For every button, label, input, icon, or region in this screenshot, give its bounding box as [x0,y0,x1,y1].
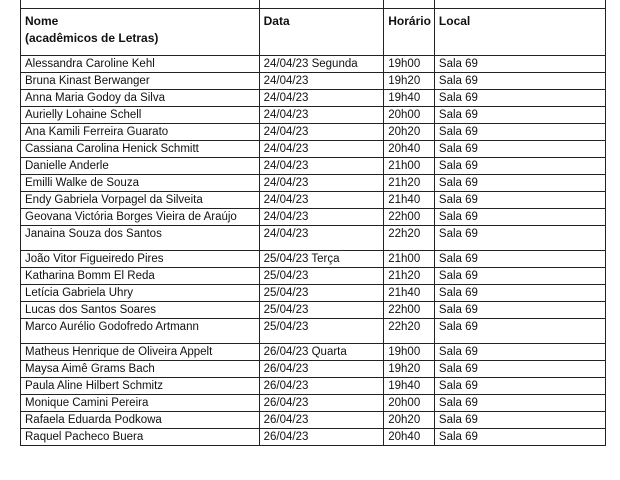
table-row [21,251,606,268]
cell-local: Sala 69 [434,90,605,107]
table-row [21,175,606,192]
cell-horario: 21h40 [384,192,435,209]
cell-nome: Geovana Victória Borges Vieira de Araújo [21,209,260,226]
cell-nome: João Vitor Figueiredo Pires [21,251,260,268]
cell-local: Sala 69 [434,344,605,361]
table-top-edge [21,0,606,9]
table-row [21,226,606,251]
cell-horario: 21h20 [384,175,435,192]
cell-data: 24/04/23 [259,192,384,209]
cell-horario: 21h20 [384,268,435,285]
schedule-document [20,0,606,446]
cell-nome: Matheus Henrique de Oliveira Appelt [21,344,260,361]
cell-horario: 20h40 [384,429,435,446]
cell-horario: 22h00 [384,209,435,226]
cell-data: 25/04/23 [259,285,384,302]
cell-nome: Letícia Gabriela Uhry [21,285,260,302]
cell-local: Sala 69 [434,141,605,158]
table-row [21,268,606,285]
schedule-table [20,0,606,446]
cell-nome: Alessandra Caroline Kehl [21,56,260,73]
cell-nome: Paula Aline Hilbert Schmitz [21,378,260,395]
cell-nome: Raquel Pacheco Buera [21,429,260,446]
table-row [21,412,606,429]
cell-local: Sala 69 [434,209,605,226]
cell-nome: Bruna Kinast Berwanger [21,73,260,90]
cell-local: Sala 69 [434,158,605,175]
cell-nome: Anna Maria Godoy da Silva [21,90,260,107]
cell-data: 26/04/23 [259,395,384,412]
cell-local: Sala 69 [434,361,605,378]
cell-nome: Ana Kamili Ferreira Guarato [21,124,260,141]
cell-data: 26/04/23 [259,412,384,429]
cell-local: Sala 69 [434,412,605,429]
cell-data: 25/04/23 [259,319,384,344]
cell-horario: 19h00 [384,56,435,73]
cell-local: Sala 69 [434,192,605,209]
table-row [21,344,606,361]
cell-data: 26/04/23 [259,378,384,395]
cell-local: Sala 69 [434,319,605,344]
table-row [21,361,606,378]
table-row [21,124,606,141]
cell-data: 24/04/23 [259,158,384,175]
header-nome-sub: (acadêmicos de Letras) [25,31,159,45]
table-row [21,90,606,107]
cell-nome: Emilli Walke de Souza [21,175,260,192]
table-row [21,56,606,73]
header-nome-label: Nome [25,14,59,28]
cell-local: Sala 69 [434,378,605,395]
cell-nome: Cassiana Carolina Henick Schmitt [21,141,260,158]
cell-nome: Monique Camini Pereira [21,395,260,412]
table-row [21,395,606,412]
cell-horario: 20h00 [384,107,435,124]
cell-local: Sala 69 [434,429,605,446]
cell-nome: Danielle Anderle [21,158,260,175]
table-row [21,429,606,446]
table-row [21,319,606,344]
cell-data: 24/04/23 [259,107,384,124]
header-data: Data [259,9,384,56]
cell-local: Sala 69 [434,302,605,319]
cell-nome: Janaina Souza dos Santos [21,226,260,251]
cell-horario: 20h20 [384,412,435,429]
table-row [21,158,606,175]
cell-horario: 21h00 [384,251,435,268]
cell-horario: 22h20 [384,226,435,251]
table-header-row [21,9,606,56]
cell-nome: Aurielly Lohaine Schell [21,107,260,124]
table-row [21,209,606,226]
cell-nome: Marco Aurélio Godofredo Artmann [21,319,260,344]
cell-horario: 19h20 [384,73,435,90]
cell-data: 24/04/23 Segunda [259,56,384,73]
cell-local: Sala 69 [434,107,605,124]
cell-horario: 19h20 [384,361,435,378]
cell-local: Sala 69 [434,175,605,192]
header-local: Local [434,9,605,56]
cell-horario: 19h40 [384,378,435,395]
cell-data: 26/04/23 [259,429,384,446]
cell-data: 25/04/23 Terça [259,251,384,268]
cell-horario: 20h20 [384,124,435,141]
cell-nome: Maysa Aimê Grams Bach [21,361,260,378]
cell-local: Sala 69 [434,73,605,90]
cell-local: Sala 69 [434,268,605,285]
cell-data: 24/04/23 [259,90,384,107]
table-row [21,378,606,395]
cell-local: Sala 69 [434,56,605,73]
cell-local: Sala 69 [434,285,605,302]
cell-data: 24/04/23 [259,209,384,226]
cell-data: 24/04/23 [259,175,384,192]
cell-data: 26/04/23 [259,361,384,378]
table-row [21,73,606,90]
cell-data: 26/04/23 Quarta [259,344,384,361]
table-row [21,192,606,209]
table-row [21,141,606,158]
cell-horario: 20h00 [384,395,435,412]
table-row [21,302,606,319]
cell-horario: 20h40 [384,141,435,158]
cell-data: 25/04/23 [259,268,384,285]
cell-nome: Katharina Bomm El Reda [21,268,260,285]
cell-local: Sala 69 [434,395,605,412]
cell-local: Sala 69 [434,226,605,251]
cell-horario: 19h00 [384,344,435,361]
header-horario: Horário [384,9,435,56]
table-row [21,107,606,124]
cell-nome: Lucas dos Santos Soares [21,302,260,319]
cell-data: 24/04/23 [259,141,384,158]
cell-horario: 21h40 [384,285,435,302]
cell-data: 24/04/23 [259,73,384,90]
cell-data: 24/04/23 [259,124,384,141]
cell-horario: 21h00 [384,158,435,175]
cell-data: 24/04/23 [259,226,384,251]
cell-horario: 22h20 [384,319,435,344]
cell-nome: Rafaela Eduarda Podkowa [21,412,260,429]
cell-horario: 19h40 [384,90,435,107]
table-row [21,285,606,302]
cell-data: 25/04/23 [259,302,384,319]
cell-local: Sala 69 [434,251,605,268]
cell-horario: 22h00 [384,302,435,319]
header-nome [21,9,260,56]
cell-nome: Endy Gabriela Vorpagel da Silveita [21,192,260,209]
cell-local: Sala 69 [434,124,605,141]
